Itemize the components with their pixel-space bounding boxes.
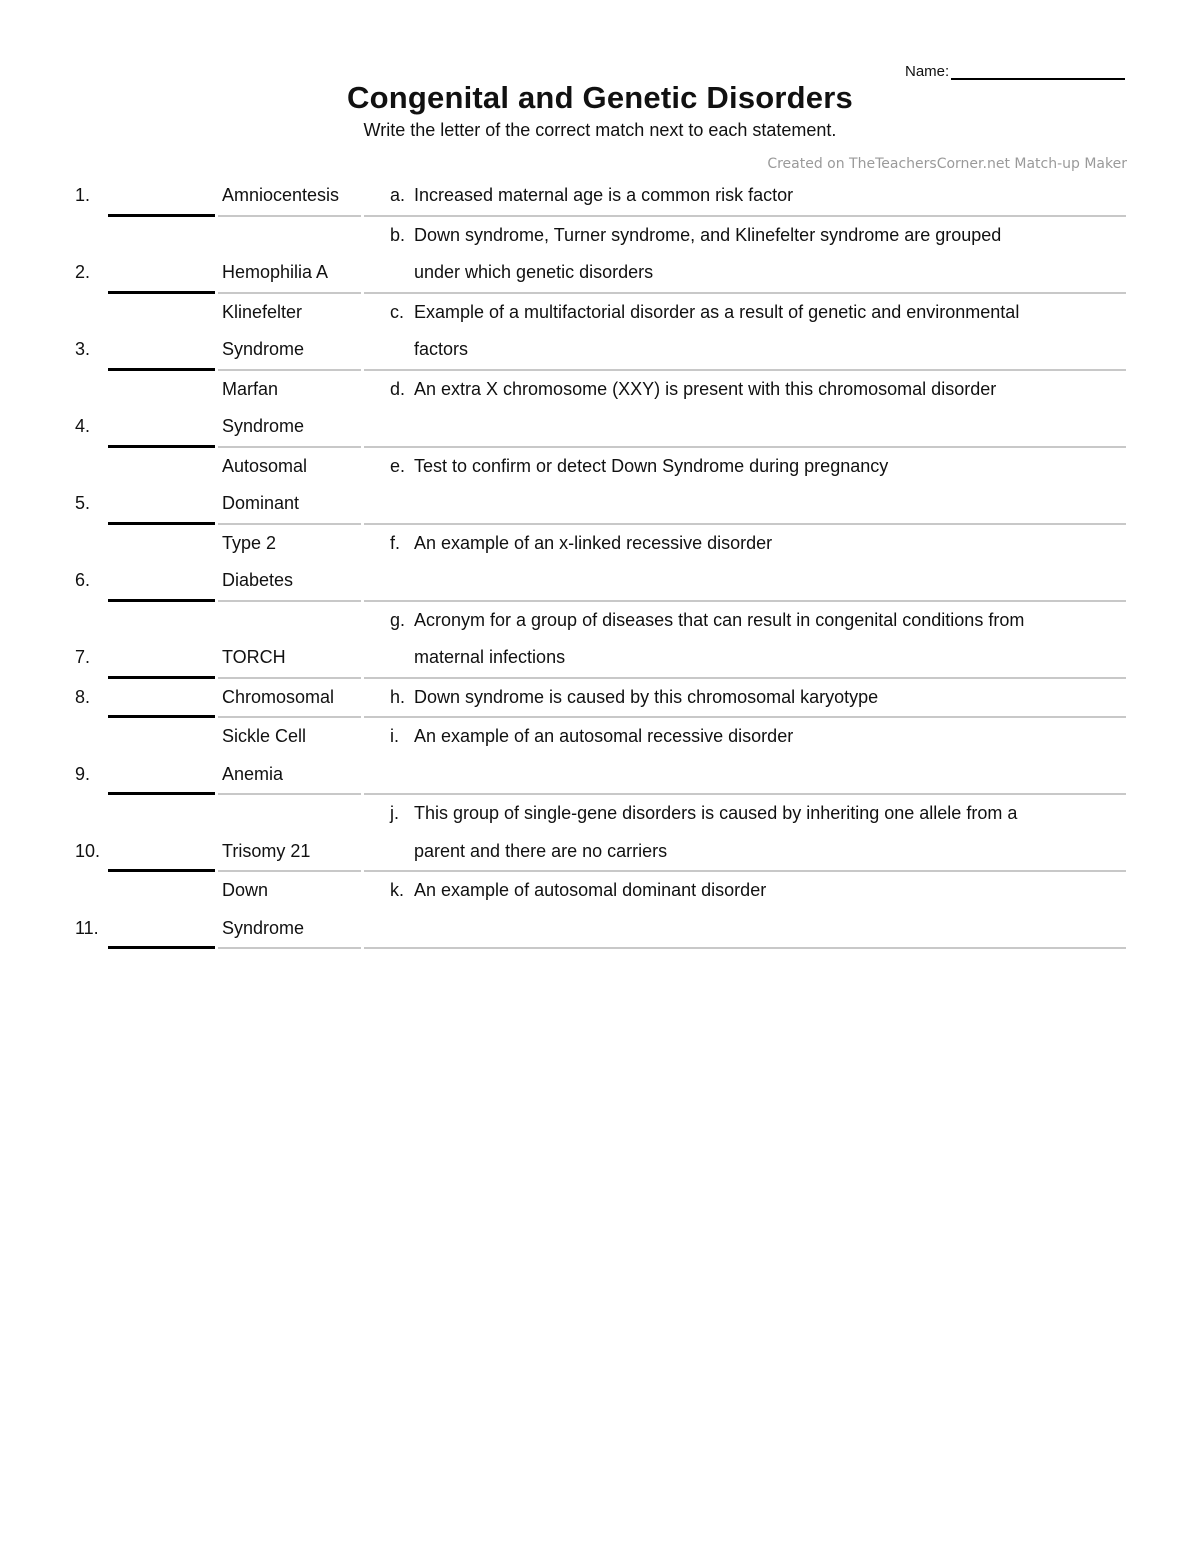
item-number: 2. — [75, 262, 91, 282]
term-text: Syndrome — [222, 416, 305, 436]
matching-row — [75, 177, 1126, 217]
term-text: Syndrome — [222, 917, 305, 938]
answer-blank[interactable] — [108, 679, 215, 719]
term-cell — [218, 217, 361, 294]
definition-cell — [364, 525, 1126, 602]
definition-cell — [364, 217, 1126, 294]
answer-blank[interactable] — [108, 177, 215, 217]
definition-line: Example of a multifactorial disorder as a result of genetic and environmental — [414, 301, 1020, 322]
answer-blank[interactable] — [108, 217, 215, 294]
definition-text — [414, 294, 1126, 369]
definition-text — [414, 872, 1126, 947]
definition-text — [414, 371, 1126, 446]
answer-blank[interactable] — [108, 718, 215, 795]
term-cell — [218, 177, 361, 217]
definition-line: An example of autosomal dominant disorder — [414, 880, 767, 900]
definition-cell — [364, 795, 1126, 872]
matching-row — [75, 872, 1126, 949]
name-label: Name: — [905, 63, 950, 80]
item-number: 4. — [75, 416, 91, 436]
term-cell — [218, 795, 361, 872]
term-text: TORCH — [222, 647, 286, 667]
definition-letter: b. — [390, 224, 406, 245]
term-cell — [218, 448, 361, 525]
definition-text — [414, 795, 1126, 870]
definition-line: Increased maternal age is a common risk factor — [414, 185, 794, 205]
definition-letter: c. — [390, 301, 405, 322]
term-cell — [218, 872, 361, 949]
term-text — [222, 795, 361, 833]
term-cell — [218, 371, 361, 448]
definition-letter: k. — [390, 880, 405, 900]
name-field — [905, 62, 1125, 80]
item-number: 8. — [75, 686, 91, 707]
answer-blank[interactable] — [108, 448, 215, 525]
definition-text — [414, 602, 1126, 677]
matching-row — [75, 795, 1126, 872]
matching-row — [75, 371, 1126, 448]
definition-line — [414, 562, 1126, 600]
answer-blank[interactable] — [108, 294, 215, 371]
definition-line — [414, 485, 1126, 523]
definition-line: Test to confirm or detect Down Syndrome during pregnancy — [414, 455, 889, 476]
item-number: 9. — [75, 763, 91, 784]
term-cell — [218, 602, 361, 679]
definition-cell — [364, 718, 1126, 795]
matching-row — [75, 217, 1126, 294]
definition-text — [414, 448, 1126, 523]
term-cell — [218, 525, 361, 602]
definition-text — [414, 718, 1126, 793]
definition-line: An example of an autosomal recessive disorder — [414, 726, 794, 746]
term-text: Sickle Cell — [222, 726, 307, 746]
definition-cell — [364, 294, 1126, 371]
definition-cell — [364, 371, 1126, 448]
answer-blank[interactable] — [108, 872, 215, 949]
item-number: 6. — [75, 570, 91, 590]
name-line — [951, 62, 1125, 80]
answer-blank[interactable] — [108, 602, 215, 679]
matching-row — [75, 525, 1126, 602]
definition-line: parent and there are no carriers — [414, 840, 668, 861]
term-text: Hemophilia A — [222, 262, 329, 282]
credit-text: Created on TheTeachersCorner.net Match-up Maker — [767, 156, 1127, 172]
definition-line — [414, 910, 1126, 948]
item-number: 5. — [75, 493, 91, 513]
matching-row — [75, 294, 1126, 371]
term-cell — [218, 294, 361, 371]
term-text: Chromosomal — [222, 686, 335, 707]
instructions: Write the letter of the correct match next to each statement. — [363, 120, 837, 140]
definition-text — [414, 177, 1126, 215]
definition-letter: a. — [390, 185, 406, 205]
definition-letter: i. — [390, 726, 399, 746]
matching-row — [75, 679, 1126, 719]
definition-cell — [364, 448, 1126, 525]
answer-blank[interactable] — [108, 795, 215, 872]
matching-row — [75, 718, 1126, 795]
item-number: 3. — [75, 339, 91, 359]
definition-line: under which genetic disorders — [414, 262, 654, 282]
definition-letter: j. — [390, 803, 399, 823]
matching-row — [75, 602, 1126, 679]
term-text: Marfan — [222, 378, 279, 399]
item-number: 7. — [75, 647, 91, 667]
matching-table — [75, 177, 1126, 949]
term-text: Diabetes — [222, 570, 294, 590]
matching-row — [75, 448, 1126, 525]
term-cell — [218, 718, 361, 795]
definition-cell — [364, 872, 1126, 949]
term-text: Dominant — [222, 493, 300, 513]
item-number: 10. — [75, 840, 101, 861]
definition-line: An example of an x-linked recessive disorder — [414, 532, 773, 553]
definition-cell — [364, 177, 1126, 217]
definition-letter: h. — [390, 686, 406, 707]
term-text: Down — [222, 880, 269, 900]
definition-letter: g. — [390, 609, 406, 630]
definition-line — [414, 756, 1126, 794]
item-number: 11. — [75, 917, 99, 938]
term-text — [222, 217, 361, 255]
definition-text — [414, 525, 1126, 600]
definition-letter: d. — [390, 378, 406, 399]
definition-line: factors — [414, 339, 469, 359]
definition-line — [414, 408, 1126, 446]
definition-line: maternal infections — [414, 647, 566, 667]
answer-blank[interactable] — [108, 371, 215, 448]
definition-text — [414, 217, 1126, 292]
term-text: Amniocentesis — [222, 185, 340, 205]
definition-cell — [364, 679, 1126, 719]
definition-line: Acronym for a group of diseases that can result in congenital conditions from — [414, 609, 1025, 630]
definition-letter: e. — [390, 455, 406, 476]
definition-line: Down syndrome is caused by this chromosomal karyotype — [414, 686, 879, 707]
definition-line: Down syndrome, Turner syndrome, and Klinefelter syndrome are grouped — [414, 224, 1002, 245]
answer-blank[interactable] — [108, 525, 215, 602]
definition-letter: f. — [390, 532, 401, 553]
definition-line: This group of single-gene disorders is caused by inheriting one allele from a — [414, 803, 1018, 823]
definition-cell — [364, 602, 1126, 679]
item-number: 1. — [75, 185, 91, 205]
definition-line: An extra X chromosome (XXY) is present with this chromosomal disorder — [414, 378, 997, 399]
page-title: Congenital and Genetic Disorders — [347, 80, 853, 115]
term-cell — [218, 679, 361, 719]
term-text: Syndrome — [222, 339, 305, 359]
term-text: Klinefelter — [222, 301, 303, 322]
term-text: Anemia — [222, 763, 284, 784]
definition-text — [414, 679, 1126, 717]
term-text: Trisomy 21 — [222, 840, 311, 861]
term-text — [222, 602, 361, 640]
term-text: Type 2 — [222, 532, 277, 553]
term-text: Autosomal — [222, 455, 308, 476]
